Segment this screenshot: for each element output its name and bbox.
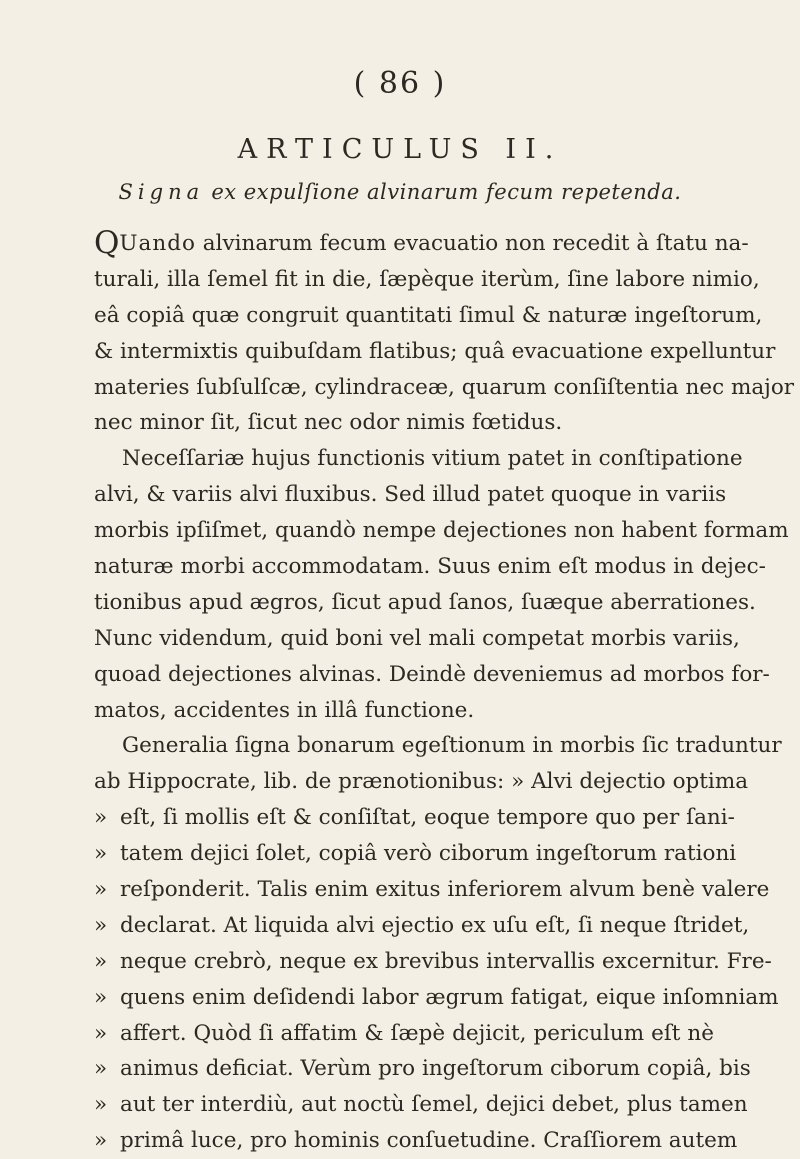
quote-text: reſponderit. Talis enim exitus inferiorem alvum benè valere xyxy=(120,877,770,903)
quote-line xyxy=(94,1123,738,1159)
text-line: matos, accidentes in illâ functione. xyxy=(94,697,475,723)
paragraph-1-first-line xyxy=(94,225,749,262)
text-line: nec minor ſit, ſicut nec odor nimis fœtidus. xyxy=(94,410,563,436)
quote-line xyxy=(94,944,772,980)
text-line: & intermixtis quibuſdam flatibus; quâ evacuatione expelluntur xyxy=(94,338,776,364)
initial-letter: Q xyxy=(94,225,120,261)
quote-text: quens enim deſidendi labor ægrum fatigat, eique inſomniam xyxy=(120,984,779,1010)
quote-line xyxy=(94,1087,748,1123)
quote-mark: » xyxy=(94,1128,108,1154)
quote-text: declarat. At liquida alvi ejectio ex uſu eſt, ſi neque ſtridet, xyxy=(120,912,750,938)
quote-line xyxy=(94,1051,751,1087)
quote-line xyxy=(94,800,735,836)
subheading-rest: ex expulſione alvinarum fecum repetenda. xyxy=(211,180,682,204)
quote-line xyxy=(94,980,779,1016)
subheading-signa: Signa xyxy=(118,180,205,204)
quote-mark: » xyxy=(94,841,108,867)
text-line: quoad dejectiones alvinas. Deindè deveniemus ad morbos for- xyxy=(94,661,770,687)
text-body xyxy=(94,225,795,1159)
quote-text: affert. Quòd ſi affatim & ſæpè dejicit, periculum eſt nè xyxy=(120,1020,714,1046)
text-line: alvi, & variis alvi fluxibus. Sed illud patet quoque in variis xyxy=(94,482,727,508)
text-line: Generalia ſigna bonarum egeſtionum in morbis ſic traduntur xyxy=(122,733,782,759)
quote-line xyxy=(94,908,750,944)
quote-text: tatem dejici ſolet, copiâ verò ciborum ingeſtorum rationi xyxy=(120,841,737,867)
quote-text: neque crebrò, neque ex brevibus intervallis excernitur. Fre- xyxy=(120,948,772,974)
quote-mark: » xyxy=(94,948,108,974)
quote-line xyxy=(94,1016,714,1052)
text-line: Neceſſariæ hujus functionis vitium patet in conſtipatione xyxy=(122,446,743,472)
quote-mark: » xyxy=(94,1056,108,1082)
initial-smallcaps: Uando xyxy=(119,231,196,256)
text-line: alvinarum fecum evacuatio non recedit à ſtatu na- xyxy=(202,231,749,256)
text-line: tionibus apud ægros, ſicut apud ſanos, ſuæque aberrationes. xyxy=(94,589,756,615)
quote-line xyxy=(94,872,770,908)
quote-mark: » xyxy=(94,877,108,903)
quote-text: aut ter interdiù, aut noctù ſemel, dejici debet, plus tamen xyxy=(120,1092,748,1118)
text-line: ab Hippocrate, lib. de prænotionibus: » Alvi dejectio optima xyxy=(94,769,749,795)
article-heading: ARTICULUS II. xyxy=(237,134,563,165)
text-line: eâ copiâ quæ congruit quantitati ſimul & naturæ ingeſtorum, xyxy=(94,302,763,328)
quote-mark: » xyxy=(94,984,108,1010)
quote-mark: » xyxy=(94,1092,108,1118)
text-line: Nunc videndum, quid boni vel mali competat morbis variis, xyxy=(94,625,740,651)
quote-mark: » xyxy=(94,805,108,831)
text-line: morbis ipſiſmet, quandò nempe dejectiones non habent formam xyxy=(94,518,789,544)
article-subheading xyxy=(0,180,800,204)
text-line: turali, illa ſemel fit in die, ſæpèque iterùm, ſine labore nimio, xyxy=(94,266,760,292)
quote-text: primâ luce, pro hominis conſuetudine. Craſſiorem autem xyxy=(120,1128,738,1154)
quote-text: animus deficiat. Verùm pro ingeſtorum ciborum copiâ, bis xyxy=(120,1056,751,1082)
text-line: naturæ morbi accommodatam. Suus enim eſt modus in dejec- xyxy=(94,554,766,580)
text-line: materies ſubſulſcæ, cylindraceæ, quarum conſiſtentia nec major xyxy=(94,374,795,400)
quote-mark: » xyxy=(94,912,108,938)
quote-line xyxy=(94,836,737,872)
quote-text: eſt, ſi mollis eſt & conſiſtat, eoque tempore quo per ſani- xyxy=(120,805,735,831)
page-number: ( 86 ) xyxy=(353,66,447,101)
quote-mark: » xyxy=(94,1020,108,1046)
